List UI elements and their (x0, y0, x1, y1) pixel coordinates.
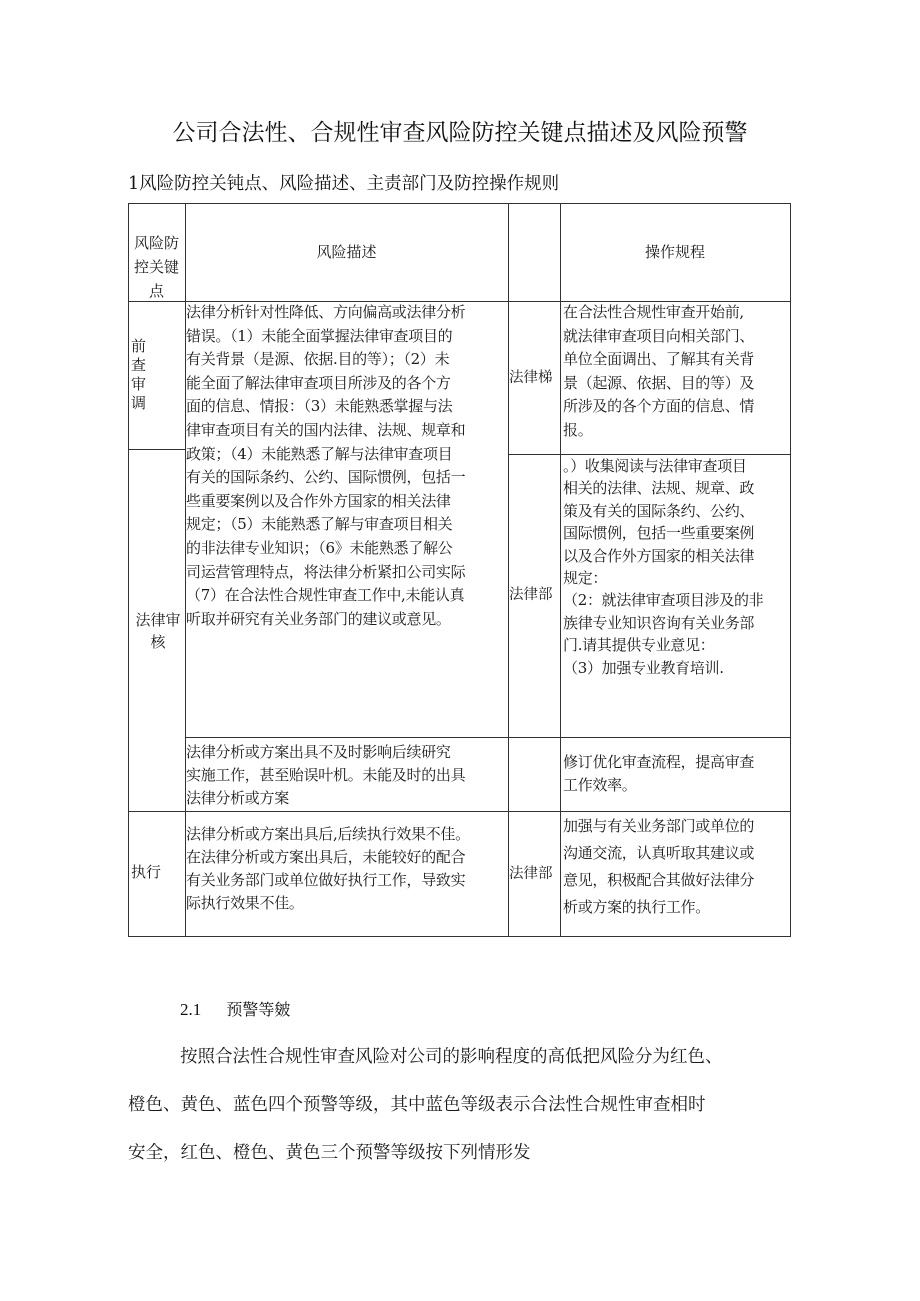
text-line: 国际惯例，包括一些重要案例 (563, 524, 755, 543)
procedure-execution (563, 813, 791, 921)
risk-description-execution (186, 823, 508, 915)
text-line: 族律专业知识咨询有关业务部 (563, 613, 755, 632)
text-line: 规定；（5）未能熟悉了解与审查项目相关 (186, 515, 453, 534)
text-line: 单位全面调出、了解其有关背 (563, 350, 755, 369)
text-line: 修订优化审查流程，提高审查 (563, 753, 755, 771)
text-line: 的非法律专业知识；（6》未能熟悉了解公 (186, 538, 453, 557)
row-label-legal-review (131, 609, 185, 653)
table-border-bottom (128, 936, 791, 937)
table-border-top (128, 203, 791, 204)
text-line: 政策；（4）未能熟悉了解与法律审查项目 (186, 444, 453, 463)
text-line: 有关业务部门或单位做好执行工作，导致实 (186, 871, 466, 889)
procedure-timeliness (563, 751, 791, 797)
text-line: （3）加强专业教育培训. (563, 658, 724, 677)
text-line: （7）在合法性合规性审查工作中,未能认真 (186, 586, 465, 605)
procedure-pre-review (563, 301, 791, 443)
text-line: 在法律分析或方案出具后，未能较好的配合 (186, 848, 466, 866)
text-line: 能全面了解法律审查项目所涉及的各个方 (186, 373, 451, 392)
row-label-line: 核 (150, 633, 166, 651)
text-line: 在合法性合规性审查开始前, (563, 303, 744, 321)
text-line: 意见，积极配合其做好法律分 (563, 871, 755, 889)
paragraph-line-2: 橙色、黄色、蓝色四个预警等级，其中蓝色等级表示合法性合规性审查相时 (128, 1095, 706, 1115)
department-pre-review: 法律梯 (509, 370, 553, 386)
text-line: 以及合作外方国家的相关法律 (563, 546, 755, 565)
risk-description-timeliness (186, 741, 508, 810)
text-line: 法律分析或方案 (186, 789, 289, 807)
header-risk-description: 风险描述 (316, 243, 377, 261)
row-label-line: 查 (131, 356, 147, 374)
section-number: 2.1 (180, 1000, 202, 1019)
section-heading (180, 997, 290, 1020)
text-line: 法律分析针对性降低、方向偏高或法律分析 (186, 303, 466, 321)
table-rule-desc-r3 (185, 737, 791, 738)
department-execution: 法律部 (509, 866, 553, 882)
text-line: 法律分析或方案出具后,后续执行效果不佳。 (186, 825, 470, 843)
table-rule-col1-r1 (128, 449, 185, 450)
header-procedure: 操作规程 (644, 243, 705, 261)
text-line: 析或方案的执行工作。 (563, 898, 711, 916)
header-key-point-line: 风险防 (133, 234, 179, 252)
text-line: 加强与有关业务部门或单位的 (563, 817, 755, 835)
row-label-execution: 执行 (131, 863, 162, 881)
row-label-line: 审 (131, 375, 147, 393)
text-line: 听取并研究有关业务部门的建议或意见。 (186, 609, 451, 628)
text-line: 际执行效果不佳。 (186, 894, 304, 912)
procedure-legal-review (563, 455, 791, 679)
header-key-point (128, 231, 185, 303)
text-line: 工作效率。 (563, 776, 637, 794)
text-line: 沟通交流，认真听取其建议或 (563, 844, 755, 862)
header-key-point-line: 控关键 (133, 258, 179, 276)
text-line: 相关的法律、法规、规章、政 (563, 479, 755, 498)
row-label-line: 调 (131, 394, 147, 412)
table-rule-r4 (128, 811, 791, 812)
text-line: 实施工作，甚至贻误叶机。未能及时的出具 (186, 766, 466, 784)
department-legal-review: 法律部 (509, 587, 553, 603)
row-label-pre-review (131, 337, 181, 413)
paragraph-line-1: 按照合法性合规性审查风险对公司的影响程度的高低把风险分为红色、 (180, 1047, 723, 1067)
risk-description-main (186, 301, 508, 631)
paragraph-line-3: 安全，红色、橙色、黄色三个预警等级按下列情形发 (128, 1143, 531, 1163)
text-line: 有关的国际条约、公约、国际惯例，包括一 (186, 468, 466, 487)
row-label-line: 法律审 (135, 611, 181, 629)
text-line: 些重要案例以及合作外方国家的相关法律 (186, 491, 451, 510)
text-line: 法律分析或方案出具不及时影响后续研究 (186, 743, 451, 761)
text-line: 策及有关的国际条约、公约、 (563, 501, 755, 520)
text-line: 规定： (563, 569, 608, 588)
table-rule-col4 (560, 203, 561, 937)
table-caption: 1风险防控关钝点、风险描述、主责部门及防控操作规则 (128, 174, 560, 194)
text-line: 所涉及的各个方面的信息、情 (563, 397, 755, 416)
text-line: 司运营管理特点，将法律分析紧扣公司实际 (186, 562, 466, 581)
document-title: 公司合法性、合规性审查风险防控关键点描述及风险预警 (172, 120, 748, 146)
text-line: 景（起源、依据、目的等）及 (563, 373, 755, 392)
section-title: 预警等皴 (226, 1000, 291, 1019)
text-line: 报。 (563, 420, 593, 439)
table-border-left (128, 203, 129, 937)
text-line: 门.请其提供专业意见： (563, 636, 715, 655)
header-key-point-line: 点 (148, 282, 164, 300)
table-rule-col3 (508, 203, 509, 937)
row-label-line: 前 (131, 337, 147, 355)
text-line: 有关背景（是源、依据.目的等）；（2）未 (186, 350, 450, 369)
risk-control-table (128, 203, 791, 937)
text-line: （2：就法律审查项目涉及的非 (563, 591, 764, 610)
text-line: 面的信息、情报：（3）未能熟悉掌握与法 (186, 397, 453, 416)
text-line: 。）收集阅读与法律审查项目 (563, 457, 747, 475)
text-line: 错误。（1）未能全面掌握法律审查项目的 (186, 326, 453, 345)
text-line: 律审查项目有关的国内法律、法规、规章和 (186, 420, 466, 439)
text-line: 就法律审查项目向相关部门、 (563, 326, 755, 345)
